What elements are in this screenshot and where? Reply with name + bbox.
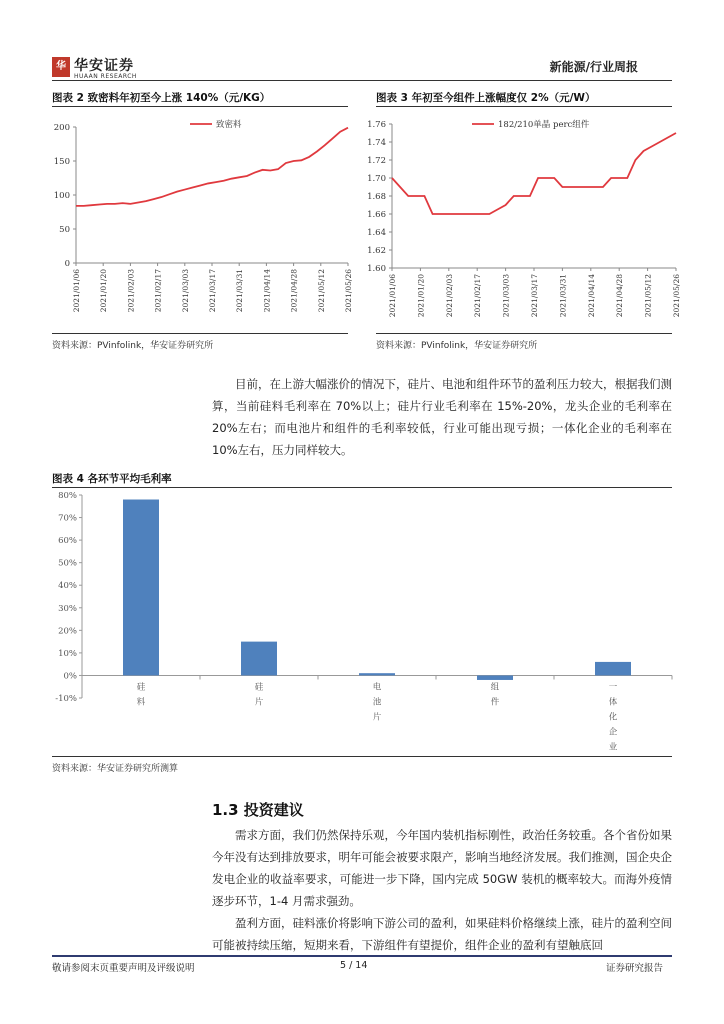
y-tick-label: 20% [58, 626, 77, 637]
series-line [392, 133, 676, 214]
figure2-chart [40, 110, 360, 332]
y-tick-label: 1.74 [367, 138, 386, 148]
footer-report-label: 证券研究报告 [606, 963, 664, 974]
y-tick-label: 1.72 [367, 156, 386, 166]
page-number: 5 / 14 [340, 960, 368, 971]
bar [595, 662, 631, 676]
section-title: 1.3 投资建议 [212, 801, 304, 819]
logo-subtext: HUAAN RESEARCH [74, 73, 137, 80]
category-label: 一体化企业 [608, 682, 618, 753]
category-label: 电池片 [372, 682, 382, 723]
bar [359, 673, 395, 675]
x-tick-label: 2021/03/03 [501, 274, 511, 318]
x-tick-label: 2021/03/17 [530, 274, 539, 318]
demand-paragraph: 需求方面，我们仍然保持乐观，今年国内装机指标刚性，政治任务较重。各个省份如果今年没有达到排放要求，明年可能会被要求限产，影响当地经济发展。我们推测，国企央企发电企业的收益率要求，可能进一步下降，国内完成 50GW 装机的概率较大。而海外疫情逐步环节，1-4 月需求强劲。 [212, 828, 672, 908]
figure4-title: 图表 4 各环节平均毛利率 [52, 473, 172, 485]
footer-disclaimer: 敬请参阅末页重要声明及评级说明 [52, 963, 195, 974]
x-tick-label: 2021/02/17 [473, 274, 483, 318]
figure4-title-line [52, 487, 672, 488]
y-tick-label: 1.66 [367, 210, 386, 220]
y-tick-label: 0% [63, 671, 77, 682]
x-tick-label: 2021/05/26 [672, 274, 681, 318]
category-label: 硅料 [136, 682, 146, 708]
y-tick-label: 0 [64, 259, 70, 269]
y-tick-label: 100 [53, 191, 70, 201]
y-tick-label: 1.70 [367, 174, 386, 184]
y-tick-label: 150 [53, 157, 70, 167]
figure3-chart [362, 110, 682, 332]
legend-label: 182/210单晶 perc组件 [498, 120, 590, 130]
x-tick-label: 2021/04/28 [289, 269, 299, 313]
y-tick-label: 10% [58, 648, 77, 659]
figure2-title-line [52, 106, 348, 107]
x-tick-label: 2021/02/17 [153, 269, 163, 313]
header-divider [52, 80, 672, 81]
figure2-source: 资料来源：PVinfolink，华安证券研究所 [52, 341, 214, 351]
figure4-chart [40, 489, 680, 755]
y-tick-label: 1.62 [367, 246, 386, 256]
x-tick-label: 2021/01/06 [388, 274, 397, 318]
report-type: 新能源/行业周报 [549, 60, 638, 74]
y-tick-label: 30% [58, 603, 77, 614]
bar [241, 642, 277, 676]
y-tick-label: 1.60 [367, 264, 386, 274]
category-label: 组件 [490, 682, 500, 708]
x-tick-label: 2021/03/17 [208, 269, 217, 313]
logo-mark: 华 [52, 57, 70, 77]
figure2-title: 图表 2 致密料年初至今上涨 140%（元/KG） [52, 92, 271, 104]
x-tick-label: 2021/02/03 [126, 269, 136, 313]
x-tick-label: 2021/04/28 [615, 274, 625, 318]
bar [477, 675, 513, 680]
x-tick-label: 2021/03/31 [558, 274, 568, 318]
x-tick-label: 2021/03/31 [235, 269, 245, 313]
legend-label: 致密料 [216, 120, 242, 130]
y-tick-label: 1.64 [367, 228, 386, 238]
y-tick-label: 1.76 [367, 120, 386, 130]
y-tick-label: 60% [58, 536, 77, 547]
y-tick-label: 50 [59, 225, 70, 235]
profit-paragraph: 盈利方面，硅料涨价将影响下游公司的盈利，如果硅料价格继续上涨，硅片的盈利空间可能被持续压缩，短期来看，下游组件有望提价，组件企业的盈利有望触底回 [212, 916, 672, 952]
x-tick-label: 2021/01/20 [416, 274, 426, 318]
series-line [76, 128, 348, 206]
analysis-paragraph: 目前，在上游大幅涨价的情况下，硅片、电池和组件环节的盈利压力较大，根据我们测算，当前硅料毛利率在 70%以上；硅片行业毛利率在 15%-20%，龙头企业的毛利率在 20%左右；而电池片和组件的毛利率较低，行业可能出现亏损；一体化企业的毛利率在 10%左右，压力同样较大。 [212, 377, 672, 457]
x-tick-label: 2021/01/20 [99, 269, 109, 313]
y-tick-label: 50% [58, 558, 77, 569]
y-tick-label: 40% [58, 581, 77, 592]
figure3-source: 资料来源：PVinfolink，华安证券研究所 [376, 341, 538, 351]
figure4-bottom-line [52, 756, 672, 757]
x-tick-label: 2021/05/12 [316, 269, 326, 313]
figure3-title: 图表 3 年初至今组件上涨幅度仅 2%（元/W） [376, 92, 596, 104]
footer-divider [52, 955, 672, 957]
y-tick-label: 70% [58, 513, 77, 524]
logo-text: 华安证券 [74, 58, 134, 74]
x-tick-label: 2021/04/14 [262, 269, 272, 313]
y-tick-label: -10% [55, 694, 77, 704]
y-tick-label: 1.68 [367, 192, 386, 202]
y-tick-label: 80% [58, 491, 77, 501]
figure4-source: 资料来源：华安证券研究所测算 [52, 764, 179, 774]
x-tick-label: 2021/04/14 [586, 274, 596, 318]
figure3-bottom-line [376, 333, 672, 334]
x-tick-label: 2021/02/03 [444, 274, 454, 318]
category-label: 硅片 [254, 682, 264, 708]
x-tick-label: 2021/03/03 [180, 269, 190, 313]
figure2-bottom-line [52, 333, 348, 334]
bar [123, 500, 159, 676]
figure3-title-line [376, 106, 672, 107]
y-tick-label: 200 [53, 123, 70, 133]
x-tick-label: 2021/05/12 [643, 274, 653, 318]
x-tick-label: 2021/05/26 [344, 269, 353, 313]
x-tick-label: 2021/01/06 [72, 269, 81, 313]
